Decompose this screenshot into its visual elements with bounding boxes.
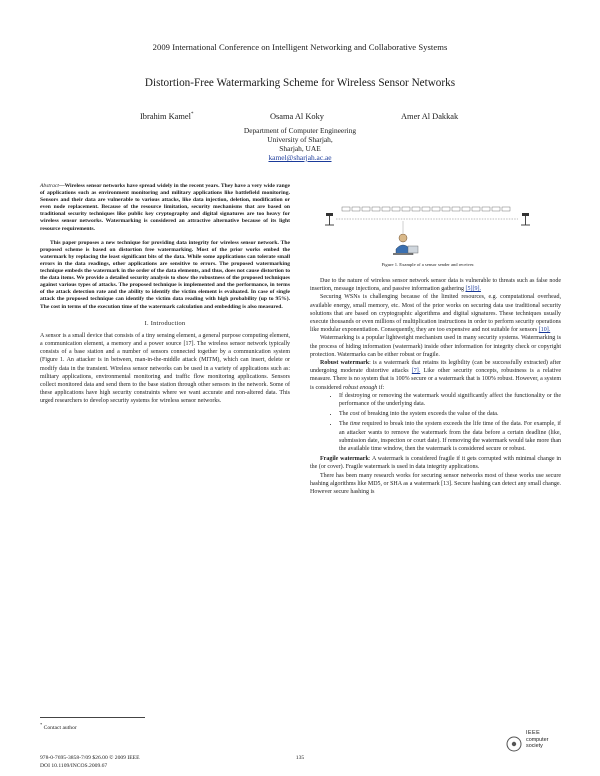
ref-5-9[interactable]: [5][9]. [465,286,481,293]
author-2: Osama Al Koky [270,112,324,121]
footnote-divider [40,717,145,718]
ieee-computer-society-logo [500,726,560,756]
data-packets-stream [342,207,510,211]
left-column [40,183,290,406]
affiliation-university: University of Sharjah, [267,135,333,144]
abstract-label: Abstract [40,183,59,189]
intro-heading: I. Introduction [144,319,186,327]
sender-sensor-icon [325,213,334,225]
right-p3: Watermarking is a popular lightweight mechanism used in many security systems. Watermarking is the process of hiding information (watermark) inside other information for integrity check or copyright protection. Watermarks can be either robust or fragile. [310,335,561,358]
affiliation-city: Sharjah, UAE [279,144,321,153]
right-column [310,277,561,496]
robust-criteria-list [310,392,561,453]
footnote: * Contact author [40,722,77,731]
author-3: Amer Al Dakkak [401,112,459,121]
ref-7[interactable]: [7]. [411,368,421,375]
abstract-p1: Abstract—Wireless sensor networks have spread widely in the recent years. They have a very wide range of applications such as environment monitoring and military applications like battlefield monitoring. Sensors and their data are vulnerable to various attacks, like data injection, deletion, modification or even node replacement. Because of the resource limitation, security mechanisms that are based on traditional security techniques like public key cryptography and digital signatures are too heavy for wireless sensor networks. Watermarking is considered an attractive alternative because of its light resource requirements. [40,183,290,232]
right-p4: There has been many research works for securing sensor networks most of these works use secure hashing algorithms like MD5, or SHA as a watermark [13]. Secure hashing can detect any small change. However secure hashing is [310,472,561,496]
affiliation-email-wrap [0,153,600,162]
fragile-paragraph: Fragile watermark: A watermark is considered fragile if it gets corrupted with minimal change in the (or cover). Fragile watermark is used in data integrity applications. [310,456,561,471]
page-number: 135 [295,755,305,761]
author-1: Ibrahim Kamel* [140,112,194,121]
ref-10[interactable]: [10]. [538,327,551,334]
receiver-sensor-icon [521,213,530,225]
logo-text-top: IEEE [526,730,541,736]
attacker-icon [393,221,418,255]
right-p2: Securing WSNs is challenging because of the limited resources, e.g. computational overhead, available energy, small memory, etc. Most of the prior works on securing data use traditional security solutions that are based on cryptographic algorithms and digital signatures. These techniques usually execute thousands or even millions of multiplication instructions in order to perform security operations like modular exponentiation. Consequently, they are too expensive and not suitable for sensors [10]. [310,294,561,334]
affiliation-dept: Department of Computer Engineering [243,126,357,135]
paper-title: Distortion-Free Watermarking Scheme for Wireless Sensor Networks [144,77,456,89]
figure-1-caption: Figure 1. Example of a sensor sender and receiver. [381,262,475,267]
right-p1: Due to the nature of wireless sensor network sensor data is vulnerable to threats such as false node insertion, message injections, and passive information gathering [5][9]. [310,278,561,293]
footer-isbn: 978-0-7695-3858-7/09 $26.00 © 2009 IEEE [40,755,140,761]
logo-text-bottom: computer society [526,737,549,749]
figure-1-network-diagram [322,197,534,269]
conference-header: 2009 International Conference on Intelligent Networking and Collaborative Systems [152,42,448,52]
footer-doi: DOI 10.1109/INCOS.2009.67 [40,763,108,769]
affiliation-email-link[interactable]: kamel@sharjah.ac.ae [268,153,332,162]
intro-p1: A sensor is a small device that consists of a tiny sensing element, a general purpose computing element, a communication element, a memory and a power source [17]. The wireless sensor network typically consists of a base station and a number of sensors connected together by a communication system (Figure 1. An attacker is in between, man-in-the-middle attack (MITM), which can insert, delete or modify data in the transient. Wireless sensor networks can be used in a variety of applications such as: military applications, environmental monitoring and traffic flow monitoring applications. Sensors collect monitored data and send them to the base station through other sensors in the network. Some of these applications have high security constraints where we want accurate and non-altered data. This urged researchers to develop security systems for wireless sensor networks. [40,332,290,405]
list-item: • The cost of breaking into the system exceeds the value of the data. [339,410,561,418]
robust-paragraph: Robust watermark: is a watermark that retains its legibility (can be successfully extracted) after undergoing moderate distortive attacks [7]. Like other security concepts, robustness is a relative measure. There is no system that is 100% secure or a watermark that is 100% robust. However, a system is considered robust enough if: [310,360,562,391]
list-item: • If destroying or removing the watermark would significantly affect the functionality or the performance of the underlying data. [339,392,561,408]
list-item: • The time required to break into the system exceeds the life time of the data. For example, if an attacker wants to remove the watermark from the data before a certain deadline (like, submission date, inspection or court date). If removing the watermark would take more than the available time window, then the watermark is considered secure or robust. [339,420,561,453]
abstract-p2: This paper proposes a new technique for providing data integrity for wireless sensor network. The proposed scheme is based on distortion free watermarking. Most of the prior works embed the watermark by replacing the least significant bits of the data. While some applications can tolerate small errors in the data readings, other applications are sensitive to errors. The proposed watermarking technique embeds the watermark in the order of the data elements, and thus, does not cause distortion to the data items. We provide a detailed security analysis to show the robustness of the proposed techniques against various types of attacks. The proposed technique is implemented and the performance, in terms of the attack detection rate and the ability to identify the victim element is evaluated. In case of single attack the proposed technique can identify the victim data reading with high probability (up to 95%). The cost in terms of the execution time of the watermark calculation and embedding is also measured. [40,239,290,310]
